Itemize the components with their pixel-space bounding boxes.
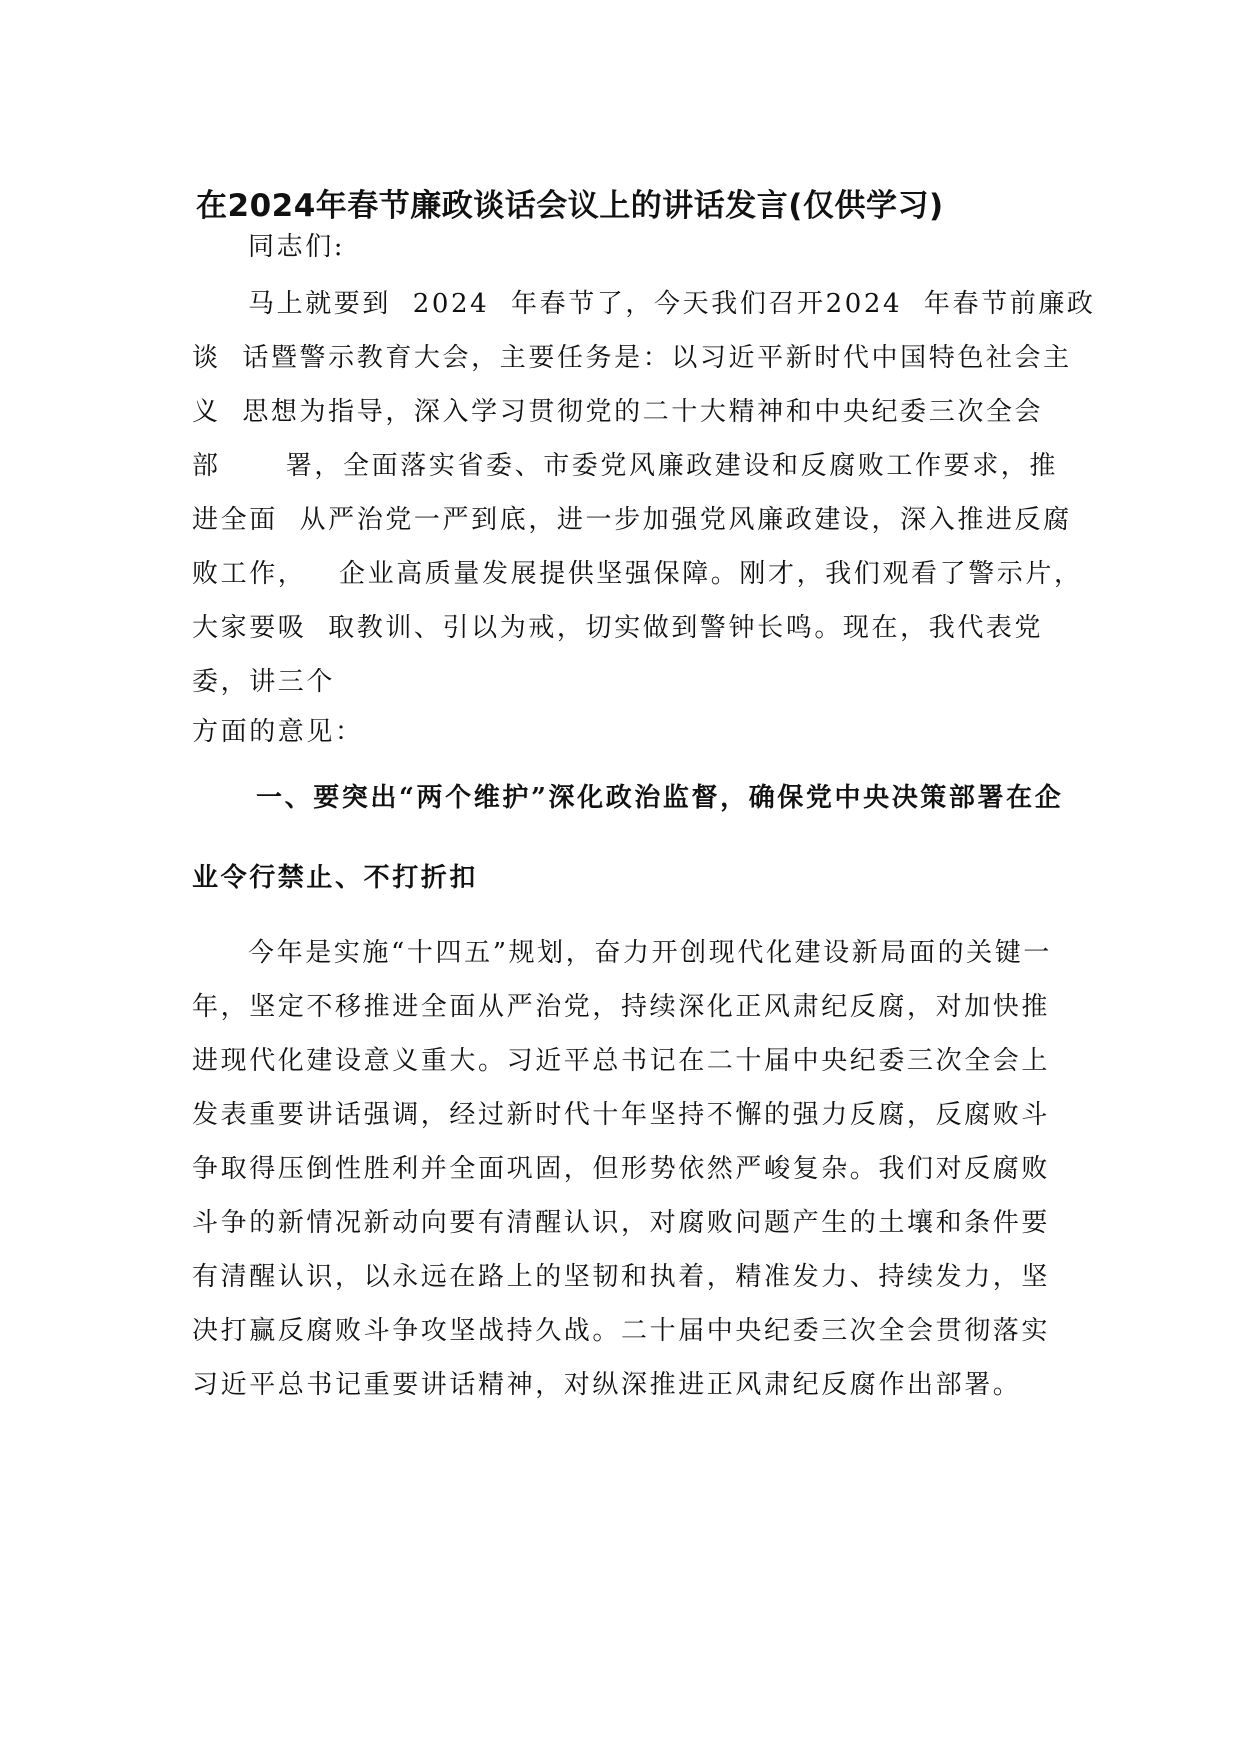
body-line: 决打赢反腐败斗争攻坚战持久战。二十届中央纪委三次全会贯彻落实 [192, 1316, 1051, 1346]
intro-line: 进全面 从严治党一严到底，进一步加强党风廉政建设，深入推进反腐 [192, 505, 1072, 535]
intro-line: 败工作， 企业高质量发展提供坚强保障。刚才，我们观看了警示片， [192, 559, 1083, 589]
document-title: 在2024年春节廉政谈话会议上的讲话发言(仅供学习) [196, 188, 944, 224]
body-line: 争取得压倒性胜利并全面巩固，但形势依然严峻复杂。我们对反腐败 [192, 1154, 1051, 1184]
intro-line: 义 思想为指导，深入学习贯彻党的二十大精神和中央纪委三次全会 [192, 397, 1044, 427]
intro-line: 部 署，全面落实省委、市委党风廉政建设和反腐败工作要求，推 [192, 451, 1058, 481]
body-line: 习近平总书记重要讲话精神，对纵深推进正风肃纪反腐作出部署。 [192, 1370, 1022, 1400]
body-line: 年，坚定不移推进全面从严治党，持续深化正风肃纪反腐，对加快推 [192, 992, 1051, 1022]
body-line: 今年是实施“十四五”规划，奋力开创现代化建设新局面的关键一 [248, 938, 1052, 968]
body-line: 发表重要讲话强调，经过新时代十年坚持不懈的强力反腐，反腐败斗 [192, 1100, 1051, 1130]
salutation: 同志们: [248, 232, 346, 262]
body-line: 斗争的新情况新动向要有清醒认识，对腐败问题产生的土壤和条件要 [192, 1208, 1051, 1238]
section-heading: 业令行禁止、不打折扣 [192, 863, 479, 893]
section-heading: 一、要突出“两个维护”深化政治监督，确保党中央决策部署在企 [256, 783, 1064, 813]
body-line: 有清醒认识，以永远在路上的坚韧和执着，精准发力、持续发力，坚 [192, 1262, 1051, 1292]
intro-line: 大家要吸 取教训、引以为戒，切实做到警钟长鸣。现在，我代表党 [192, 613, 1044, 643]
intro-line: 谈 话暨警示教育大会，主要任务是：以习近平新时代中国特色社会主 [192, 343, 1072, 373]
body-line: 进现代化建设意义重大。习近平总书记在二十届中央纪委三次全会上 [192, 1046, 1051, 1076]
intro-line: 马上就要到 2024 年春节了，今天我们召开2024 年春节前廉政 [248, 289, 1096, 319]
intro-line: 方面的意见： [192, 717, 364, 747]
intro-line: 委，讲三个 [192, 667, 336, 697]
